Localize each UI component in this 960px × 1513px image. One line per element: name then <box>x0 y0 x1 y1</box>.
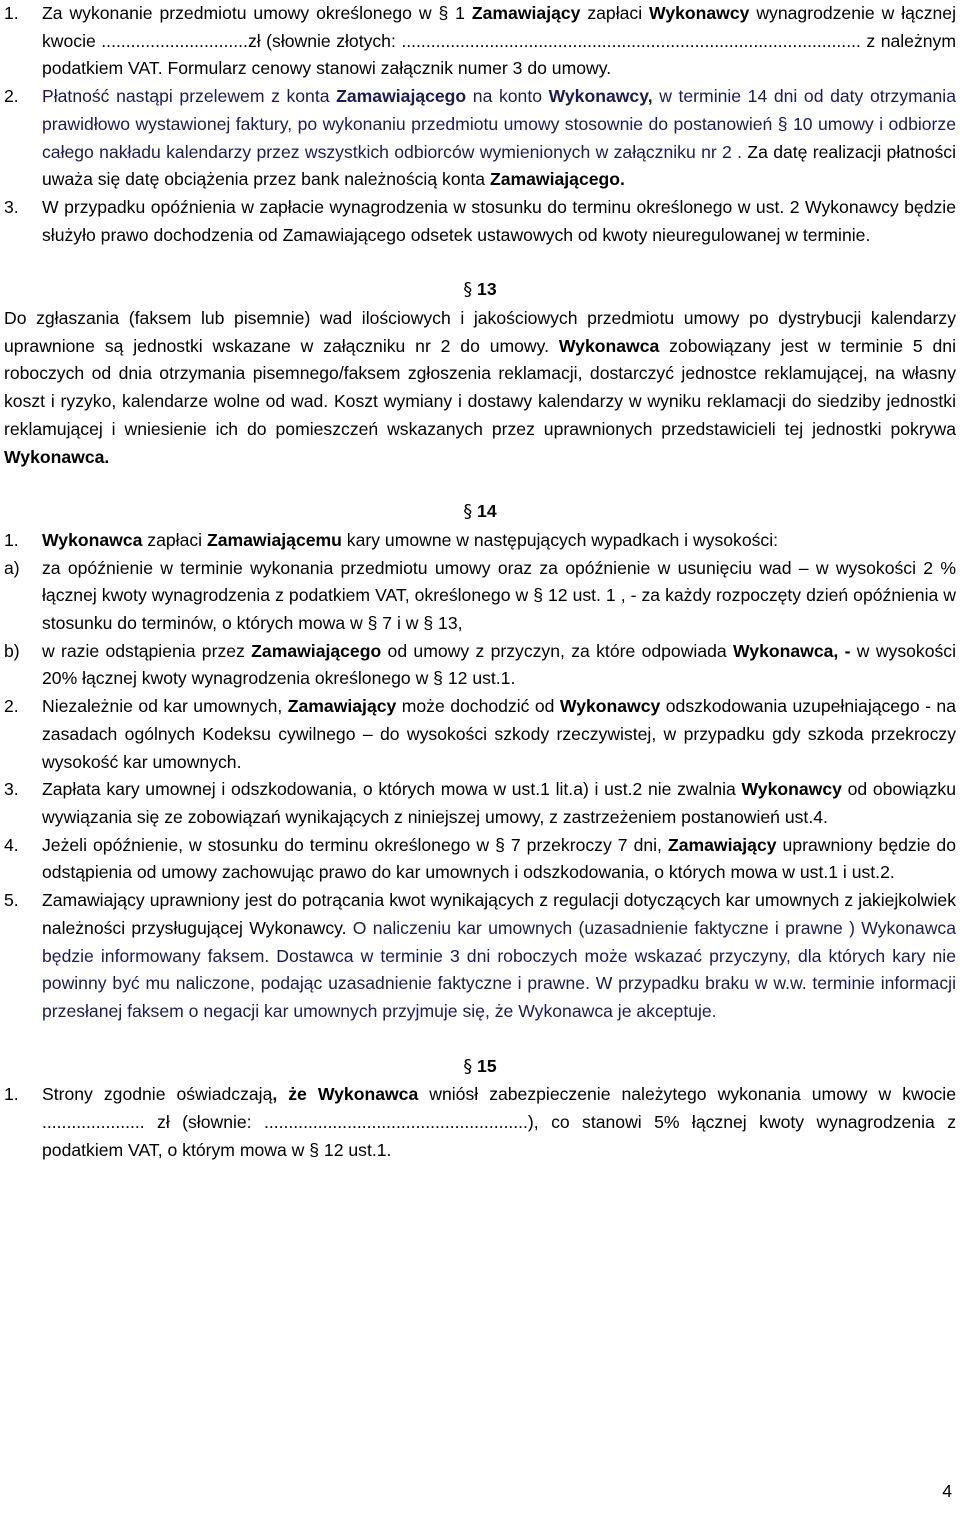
document-page <box>4 0 956 1164</box>
section-13-heading: § 13 <box>463 279 497 301</box>
sec15-item-1: 1. Strony zgodnie oświadczają, że Wykonawca wniósł zabezpieczenie należytego wykonania umowy w kwocie ..................... zł (słownie: ......................................................), co stanowi 5% łącznej kwoty wynagrodzenia z podatkiem VAT, o którym mowa w § 12 ust.1. <box>4 1084 957 1160</box>
sec14-item-a: a) za opóźnienie w terminie wykonania przedmiotu umowy oraz za opóźnienie w usunięciu wad – w wysokości 2 % łącznej kwoty wynagrodzenia z podatkiem VAT, określonego w § 12 ust. 1 , - za każdy rozpoczęty dzień opóźnienia w stosunku do terminów, o których mowa w § 7 i w § 13, <box>4 557 956 634</box>
section-14-heading: § 14 <box>463 501 497 523</box>
sec12-item-2: 2. Płatność nastąpi przelewem z konta Zamawiającego na konto Wykonawcy, w terminie 14 dni od daty otrzymania prawidłowo wystawionej faktury, po wykonaniu przedmiotu umowy stosownie do postanowień § 10 umowy i odbiorze całego nakładu kalendarzy przez wszystkich odbiorców wymienionych w załączniku nr 2 . Za datę realizacji płatności uważa się datę obciążenia przez bank należnością konta Zamawiającego. <box>4 86 956 190</box>
sec14-item-5: 5. Zamawiający uprawniony jest do potrącania kwot wynikających z regulacji dotyczących kar umownych z jakiejkolwiek należności przysługującej Wykonawcy. O naliczeniu kar umownych (uzasadnienie faktyczne i prawne ) Wykonawca będzie informowany faksem. Dostawca w terminie 3 dni roboczych może wskazać przyczyny, dla których kary nie powinny być mu naliczone, podając uzasadnienie faktyczne i prawne. W przypadku braku w w.w. terminie informacji przesłanej faksem o negacji kar umownych przyjmuje się, że Wykonawca je akceptuje. <box>4 890 956 1021</box>
sec14-item-b: b) w razie odstąpienia przez Zamawiającego od umowy z przyczyn, za które odpowiada Wykonawca, - w wysokości 20% łącznej kwoty wynagrodzenia określonego w § 12 ust.1. <box>4 640 956 689</box>
page-number: 4 <box>942 1481 952 1501</box>
section-13-body: Do zgłaszania (faksem lub pisemnie) wad ilościowych i jakościowych przedmiotu umowy po dystrybucji kalendarzy uprawnione są jednostki wskazane w załączniku nr 2 do umowy. Wykonawca zobowiązany jest w terminie 5 dni roboczych od dnia otrzymania pisemnego/faksem zgłoszenia reklamacji, dostarczyć jednostce reklamującej, na własny koszt i ryzyko, kalendarze wolne od wad. Koszt wymiany i dostawy kalendarzy w wyniku reklamacji do siedziby jednostki reklamującej i wniesienie ich do pomieszczeń wskazanych przez uprawnionych przedstawicieli tej jednostki pokrywa Wykonawca. <box>4 308 957 467</box>
sec12-item-1: 1. Za wykonanie przedmiotu umowy określonego w § 1 Zamawiający zapłaci Wykonawcy wynagrodzenie w łącznej kwocie ..............................zł (słownie złotych: .............................................................................................. z należnym podatkiem VAT. Formularz cenowy stanowi załącznik numer 3 do umowy. <box>4 3 956 79</box>
sec14-item-3: 3. Zapłata kary umownej i odszkodowania, o których mowa w ust.1 lit.a) i ust.2 nie zwalnia Wykonawcy od obowiązku wywiązania się ze zobowiązań wynikających z niniejszej umowy, z zastrzeżeniem postanowień ust.4. <box>4 779 956 827</box>
sec12-item-3: 3. W przypadku opóźnienia w zapłacie wynagrodzenia w stosunku do terminu określonego w ust. 2 Wykonawcy będzie służyło prawo dochodzenia od Zamawiającego odsetek ustawowych od kwoty nieuregulowanej w terminie. <box>4 196 956 245</box>
sec14-item-4: 4. Jeżeli opóźnienie, w stosunku do terminu określonego w § 7 przekroczy 7 dni, Zamawiający uprawniony będzie do odstąpienia od umowy zachowując prawo do kar umownych i odszkodowania, o których mowa w ust.1 i ust.2. <box>4 834 956 883</box>
sec14-item-2: 2. Niezależnie od kar umownych, Zamawiający może dochodzić od Wykonawcy odszkodowania uzupełniającego - na zasadach ogólnych Kodeksu cywilnego – do wysokości szkody rzeczywistej, w przypadku gdy szkoda przekroczy wysokość kar umownych. <box>4 696 956 772</box>
sec14-item-1: 1. Wykonawca zapłaci Zamawiającemu kary umowne w następujących wypadkach i wysokości: <box>4 529 779 550</box>
section-15-heading: § 15 <box>463 1055 497 1077</box>
